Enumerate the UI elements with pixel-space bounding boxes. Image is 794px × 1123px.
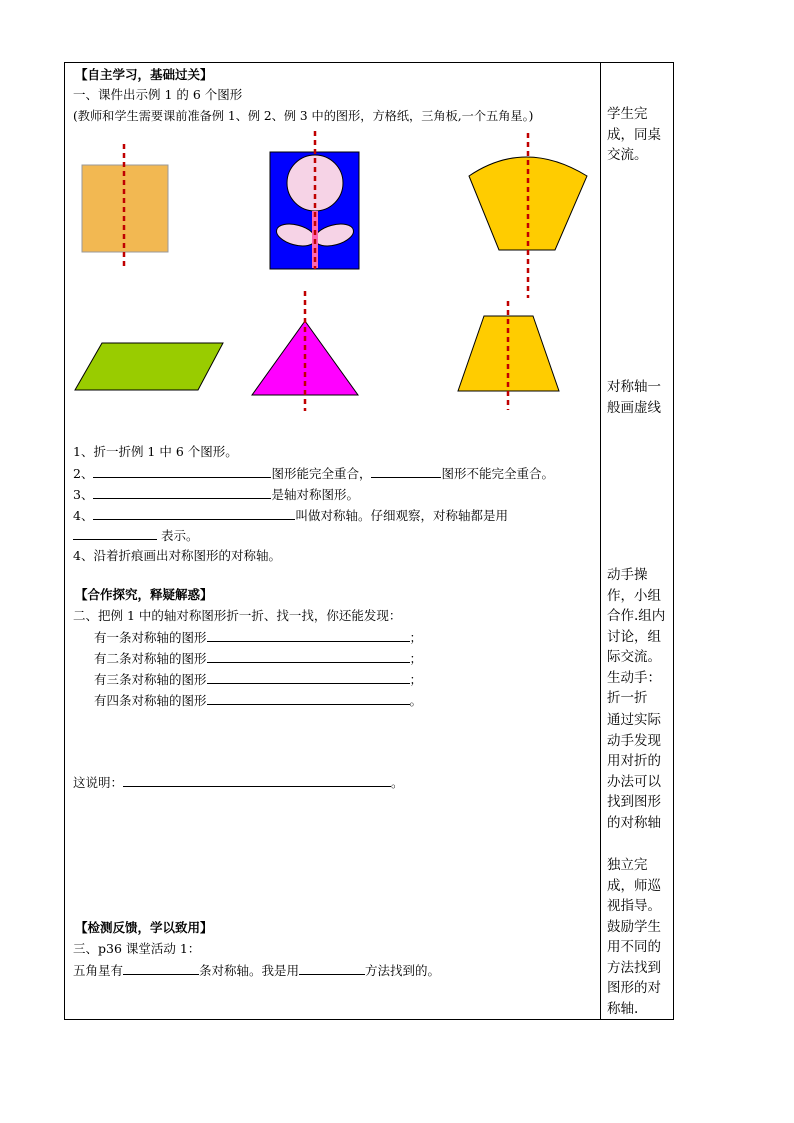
- q2-prefix: 2、: [73, 466, 94, 481]
- question-2: [73, 465, 554, 482]
- axis-row-2-blank[interactable]: [207, 650, 410, 663]
- sector-figure: [469, 133, 587, 298]
- trapezoid-shape: [458, 316, 559, 391]
- axis-row-1-end: ；: [409, 630, 423, 645]
- side-note-1: 学生完成，同桌交流。: [607, 106, 661, 163]
- axis-row-2: [94, 650, 422, 667]
- star-end: 方法找到的。: [365, 963, 441, 978]
- star-prefix: 五角星有: [73, 963, 124, 978]
- axis-row-2-end: ；: [409, 651, 423, 666]
- section1-line1: 一、课件出示例 1 的 6 个图形: [73, 87, 243, 102]
- parallelogram-figure: [75, 343, 223, 390]
- axis-row-2-label: 有二条对称轴的图形: [94, 651, 207, 666]
- conclusion-prefix: 这说明：: [73, 775, 124, 790]
- q4-prefix: 4、: [73, 508, 94, 523]
- star-axis-count-blank[interactable]: [123, 962, 199, 975]
- flower-figure: [270, 131, 359, 269]
- q4-end: 表示。: [157, 528, 199, 543]
- axis-row-3-end: ；: [409, 672, 423, 687]
- q4-mid: 叫做对称轴。仔细观察，对称轴都是用: [295, 508, 508, 523]
- question-1: 1、折一折例 1 中 6 个图形。: [73, 444, 238, 459]
- conclusion-blank[interactable]: [123, 774, 391, 787]
- conclusion-line: [73, 774, 404, 791]
- axis-row-3: [94, 671, 422, 688]
- question-4: [73, 507, 508, 524]
- parallelogram-shape: [75, 343, 223, 390]
- side-note-3: 动手操作，小组合作.组内讨论，组际交流。生动手：折一折: [607, 567, 666, 706]
- question-3: [73, 486, 359, 503]
- axis-row-1-blank[interactable]: [207, 629, 410, 642]
- question-4-cont: [73, 527, 198, 544]
- triangle-figure: [252, 291, 358, 411]
- axis-row-3-blank[interactable]: [207, 671, 410, 684]
- star-method-blank[interactable]: [299, 962, 365, 975]
- axis-row-4-label: 有四条对称轴的图形: [94, 693, 207, 708]
- question-5: 4、沿着折痕画出对称图形的对称轴。: [73, 548, 281, 563]
- q2-mid: 图形能完全重合，: [271, 466, 372, 481]
- section3-line1: 三、p36 课堂活动 1：: [73, 941, 201, 956]
- q3-prefix: 3、: [73, 487, 94, 502]
- axis-row-4-blank[interactable]: [207, 692, 410, 705]
- conclusion-end: 。: [391, 775, 404, 790]
- q3-blank[interactable]: [93, 486, 271, 499]
- flower-head: [287, 155, 343, 211]
- notes-column: [601, 63, 674, 1019]
- figures-area: [65, 63, 600, 443]
- axis-row-4-end: 。: [409, 693, 423, 708]
- lesson-table: [64, 62, 674, 1020]
- main-column: [65, 63, 600, 1019]
- q2-blank-1[interactable]: [93, 465, 271, 478]
- q2-blank-2[interactable]: [371, 465, 441, 478]
- q2-end: 图形不能完全重合。: [441, 466, 554, 481]
- section2-heading: 【合作探究，释疑解惑】: [75, 587, 213, 602]
- side-note-5: 独立完成，师巡视指导。鼓励学生用不同的方法找到图形的对称轴.: [607, 857, 661, 1017]
- q3-end: 是轴对称图形。: [271, 487, 359, 502]
- axis-row-1-label: 有一条对称轴的图形: [94, 630, 207, 645]
- star-mid: 条对称轴。我是用: [199, 963, 300, 978]
- q4-blank-2[interactable]: [73, 527, 157, 540]
- side-note-4: 通过实际动手发现用对折的办法可以找到图形的对称轴: [607, 712, 661, 831]
- square-figure: [82, 144, 168, 268]
- q4-blank-1[interactable]: [93, 507, 295, 520]
- section1-heading: 【自主学习，基础过关】: [75, 67, 213, 82]
- section3-heading: 【检测反馈，学以致用】: [75, 920, 213, 935]
- section2-line1: 二、把例 1 中的轴对称图形折一折、找一找，你还能发现：: [73, 608, 402, 623]
- axis-row-1: [94, 629, 422, 646]
- trapezoid-figure: [458, 301, 559, 410]
- axis-row-3-label: 有三条对称轴的图形: [94, 672, 207, 687]
- section3-line2: [73, 962, 440, 979]
- side-note-2: 对称轴一般画虚线: [607, 379, 661, 416]
- section1-line2: (教师和学生需要课前准备例 1、例 2、例 3 中的图形，方格纸，三角板,一个五角星。): [73, 109, 534, 123]
- axis-row-4: [94, 692, 422, 709]
